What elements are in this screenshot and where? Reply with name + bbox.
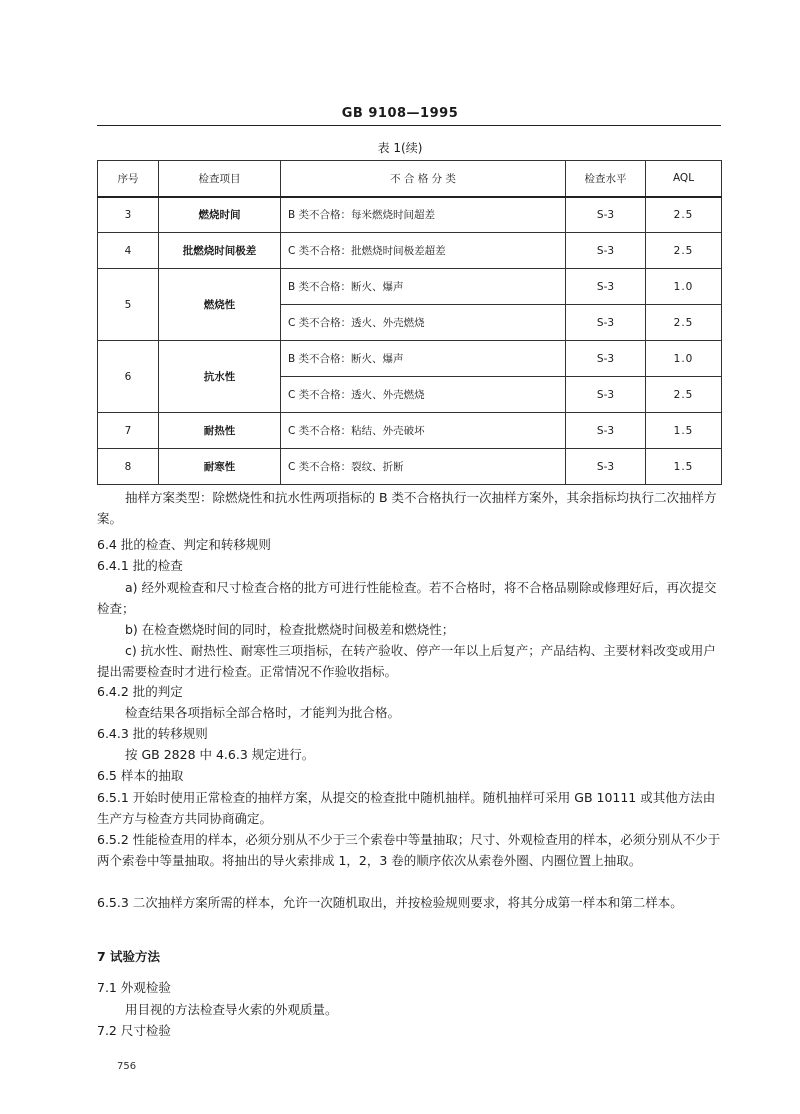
section-6-5-3: 6.5.3 二次抽样方案所需的样本，允许一次随机取出，并按检验规则要求，将其分成第一样本和第二样本。 bbox=[97, 895, 683, 910]
section-6-5-2: 6.5.2 性能检查用的样本，必须分别从不少于三个索卷中等量抽取；尺寸、外观检查用的样本，必须分别从不少于两个索卷中等量抽取。将抽出的导火索排成 1，2，3 卷的顺序依次从索卷外圈、内圈位置上抽取。 bbox=[97, 832, 721, 868]
table-row bbox=[98, 413, 722, 449]
table-row bbox=[98, 449, 722, 485]
cell-no: 8 bbox=[98, 449, 159, 485]
section-6-4-2-heading: 6.4.2 批的判定 bbox=[97, 684, 183, 699]
section-7-1-text: 用目视的方法检查导火索的外观质量。 bbox=[125, 1002, 338, 1017]
cell-item: 批燃烧时间极差 bbox=[159, 233, 281, 269]
cell-level: S-3 bbox=[566, 341, 646, 377]
section-6-4-1-heading: 6.4.1 批的检查 bbox=[97, 558, 183, 573]
col-header-item: 检查项目 bbox=[159, 161, 281, 197]
cell-item: 抗水性 bbox=[159, 341, 281, 413]
cell-level: S-3 bbox=[566, 449, 646, 485]
header-rule bbox=[97, 125, 721, 126]
cell-no: 7 bbox=[98, 413, 159, 449]
cell-class: C 类不合格：透火、外壳燃烧 bbox=[281, 377, 566, 413]
cell-aql: 1.0 bbox=[646, 269, 722, 305]
cell-class: C 类不合格：粘结、外壳破坏 bbox=[281, 413, 566, 449]
inspection-table bbox=[97, 160, 722, 485]
sampling-note: 抽样方案类型：除燃烧性和抗水性两项指标的 B 类不合格执行一次抽样方案外，其余指标均执行二次抽样方案。 bbox=[97, 490, 717, 526]
col-header-aql: AQL bbox=[646, 161, 722, 197]
cell-no: 5 bbox=[98, 269, 159, 341]
cell-aql: 2.5 bbox=[646, 197, 722, 233]
table-row bbox=[98, 197, 722, 233]
section-6-4-1-b: b) 在检查燃烧时间的同时，检查批燃烧时间极差和燃烧性； bbox=[125, 622, 455, 637]
cell-level: S-3 bbox=[566, 377, 646, 413]
col-header-level: 检查水平 bbox=[566, 161, 646, 197]
cell-aql: 1.0 bbox=[646, 341, 722, 377]
section-7-1-heading: 7.1 外观检验 bbox=[97, 980, 171, 995]
section-6-4-1-c: c) 抗水性、耐热性、耐寒性三项指标，在转产验收、停产一年以上后复产；产品结构、主要材料改变或用户提出需要检查时才进行检查。正常情况不作验收指标。 bbox=[97, 643, 716, 679]
cell-aql: 1.5 bbox=[646, 413, 722, 449]
cell-item: 耐寒性 bbox=[159, 449, 281, 485]
cell-no: 3 bbox=[98, 197, 159, 233]
table-row bbox=[98, 341, 722, 377]
cell-no: 6 bbox=[98, 341, 159, 413]
section-6-4-2-text: 检查结果各项指标全部合格时，才能判为批合格。 bbox=[125, 705, 401, 720]
cell-class: C 类不合格：裂纹、折断 bbox=[281, 449, 566, 485]
cell-class: B 类不合格：断火、爆声 bbox=[281, 341, 566, 377]
cell-level: S-3 bbox=[566, 233, 646, 269]
section-7-2-heading: 7.2 尺寸检验 bbox=[97, 1023, 171, 1038]
table-header-row bbox=[98, 161, 722, 197]
cell-level: S-3 bbox=[566, 197, 646, 233]
cell-class: B 类不合格：每米燃烧时间超差 bbox=[281, 197, 566, 233]
cell-class: C 类不合格：批燃烧时间极差超差 bbox=[281, 233, 566, 269]
cell-aql: 2.5 bbox=[646, 233, 722, 269]
section-6-4-1-a: a) 经外观检查和尺寸检查合格的批方可进行性能检查。若不合格时，将不合格品剔除或修理好后，再次提交检查； bbox=[97, 580, 717, 616]
cell-item: 燃烧性 bbox=[159, 269, 281, 341]
section-7-heading: 7 试验方法 bbox=[97, 949, 161, 964]
cell-level: S-3 bbox=[566, 269, 646, 305]
cell-class: C 类不合格：透火、外壳燃烧 bbox=[281, 305, 566, 341]
cell-no: 4 bbox=[98, 233, 159, 269]
cell-class: B 类不合格：断火、爆声 bbox=[281, 269, 566, 305]
table-row bbox=[98, 269, 722, 305]
cell-aql: 2.5 bbox=[646, 377, 722, 413]
section-6-5-heading: 6.5 样本的抽取 bbox=[97, 768, 184, 783]
section-6-4-heading: 6.4 批的检查、判定和转移规则 bbox=[97, 537, 271, 552]
table-caption: 表 1(续) bbox=[377, 141, 423, 155]
cell-item: 燃烧时间 bbox=[159, 197, 281, 233]
cell-level: S-3 bbox=[566, 413, 646, 449]
col-header-class: 不 合 格 分 类 bbox=[281, 161, 566, 197]
page-number: 756 bbox=[117, 1061, 137, 1072]
col-header-no: 序号 bbox=[98, 161, 159, 197]
section-6-5-1: 6.5.1 开始时使用正常检查的抽样方案，从提交的检查批中随机抽样。随机抽样可采用 GB 10111 或其他方法由生产方与检查方共同协商确定。 bbox=[97, 790, 716, 826]
section-6-4-3-heading: 6.4.3 批的转移规则 bbox=[97, 726, 208, 741]
cell-item: 耐热性 bbox=[159, 413, 281, 449]
standard-code: GB 9108—1995 bbox=[341, 106, 459, 121]
table-row bbox=[98, 233, 722, 269]
cell-aql: 1.5 bbox=[646, 449, 722, 485]
cell-aql: 2.5 bbox=[646, 305, 722, 341]
section-6-4-3-text: 按 GB 2828 中 4.6.3 规定进行。 bbox=[125, 747, 315, 762]
cell-level: S-3 bbox=[566, 305, 646, 341]
